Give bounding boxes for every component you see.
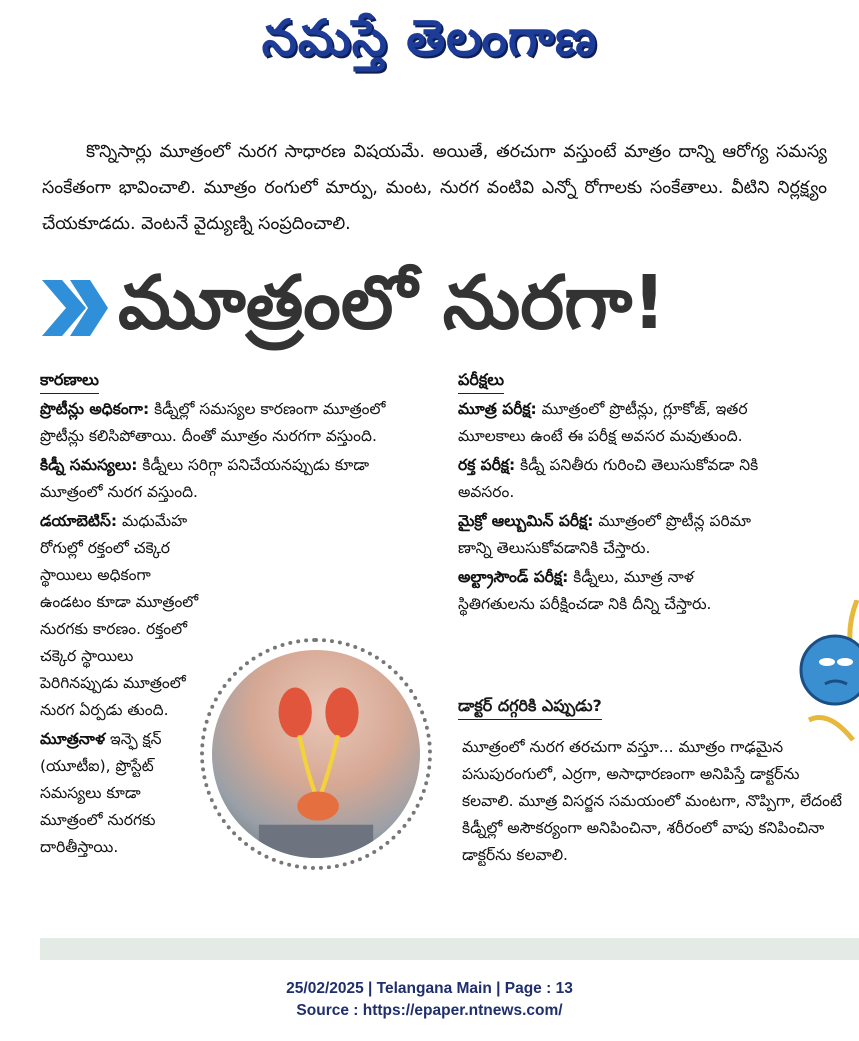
test-text: కిడ్నీలు, మూత్ర నాళ స్థితిగతులను పరీక్షించడా నికి దీన్ని చేస్తారు. [458, 568, 712, 613]
cause-item [40, 452, 425, 506]
test-item [458, 508, 788, 562]
double-chevron-icon [40, 276, 110, 340]
kidney-illustration [200, 638, 432, 870]
test-item [458, 564, 718, 618]
test-text: మూత్రంలో ప్రొటీన్లు, గ్లూకోజ్, ఇతర మూలకాలు ఉంటే ఈ పరీక్ష అవసర మవుతుంది. [458, 400, 748, 445]
test-term: అల్ట్రాసౌండ్ పరీక్ష: [458, 568, 569, 586]
urinary-system-icon [212, 650, 420, 858]
cause-term: డయాబెటిస్: [40, 512, 118, 530]
test-term: మైక్రో ఆల్బుమిన్ పరీక్ష: [458, 512, 594, 530]
cause-item [40, 726, 205, 861]
cause-text: ఇన్ఫె క్షన్ (యూటీఐ), ప్రొస్టేట్ సమస్యలు కూడా మూత్రంలో నురగకు దారితీస్తాయి. [40, 730, 162, 856]
test-text: మూత్రంలో ప్రొటీన్ల పరిమా ణాన్ని తెలుసుకోవడానికి చేస్తారు. [458, 512, 752, 557]
cause-term: కిడ్నీ సమస్యలు: [40, 456, 138, 474]
test-term: రక్త పరీక్ష: [458, 456, 516, 474]
cause-text: మధుమేహ రోగుల్లో రక్తంలో చక్కెర స్థాయిలు అధికంగా ఉండటం కూడా మూత్రంలో నురగకు కారణం. రక్తంలో చక్కెర స్థాయిలు పెరిగినప్పుడు మూత్రంలో నురగ ఏర్పడు తుంది. [40, 512, 199, 719]
footer-source-line: Source : https://epaper.ntnews.com/ [296, 1002, 563, 1019]
test-text: కిడ్నీ పనితీరు గురించి తెలుసుకోవడా నికి అవసరం. [458, 456, 759, 501]
cause-text: కిడ్నీలు సరిగ్గా పనిచేయనప్పుడు కూడా మూత్రంలో నురగ వస్తుంది. [40, 456, 370, 501]
test-term: మూత్ర పరీక్ష: [458, 400, 537, 418]
germ-cartoon-icon [749, 600, 859, 780]
doctor-heading: డాక్టర్ దగ్గరికి ఎప్పుడు? [458, 696, 602, 720]
article-headline: మూత్రంలో నురగా! [118, 260, 667, 346]
cause-term: ప్రొటీన్లు అధికంగా: [40, 400, 150, 418]
bottom-band [40, 938, 859, 960]
cause-text: కిడ్నీల్లో సమస్యల కారణంగా మూత్రంలో ప్రొటీన్లు కలిసిపోతాయి. దీంతో మూత్రం నురగగా వస్తుంది. [40, 400, 386, 445]
footer-date-line: 25/02/2025 | Telangana Main | Page : 13 [286, 980, 573, 997]
tests-list [458, 396, 853, 620]
newspaper-masthead: నమస్తే తెలంగాణ [261, 8, 598, 67]
tests-heading: పరీక్షలు [458, 370, 504, 394]
cause-term: మూత్రనాళ [40, 730, 106, 748]
page-footer [0, 978, 859, 1022]
test-item [458, 396, 788, 450]
causes-heading: కారణాలు [40, 370, 99, 394]
intro-paragraph: కొన్నిసార్లు మూత్రంలో నురగ సాధారణ విషయమే. అయితే, తరచుగా వస్తుంటే మాత్రం దాన్ని ఆరోగ్య సమస్య సంకేతంగా భావించాలి. మూత్రం రంగులో మార్పు, మంట, నురగ వంటివి ఎన్నో రోగాలకు సంకేతాలు. వీటిని నిర్లక్ష్యం చేయకూడదు. వెంటనే వైద్యుణ్ని సంప్రదించాలి. [42, 142, 827, 234]
cause-item [40, 508, 205, 724]
cause-item [40, 396, 425, 450]
test-item [458, 452, 788, 506]
doctor-paragraph: మూత్రంలో నురగ తరచుగా వస్తూ... మూత్రం గాఢమైన పసుపురంగులో, ఎర్రగా, అసాధారణంగా అనిపిస్తే డాక్టర్‌ను కలవాలి. మూత్ర విసర్జన సమయంలో మంటగా, నొప్పిగా, లేదంటే కిడ్నీల్లో అసౌకర్యంగా అనిపించినా, శరీరంలో వాపు కనిపించినా డాక్టర్‌ను కలవాలి. [462, 738, 842, 864]
